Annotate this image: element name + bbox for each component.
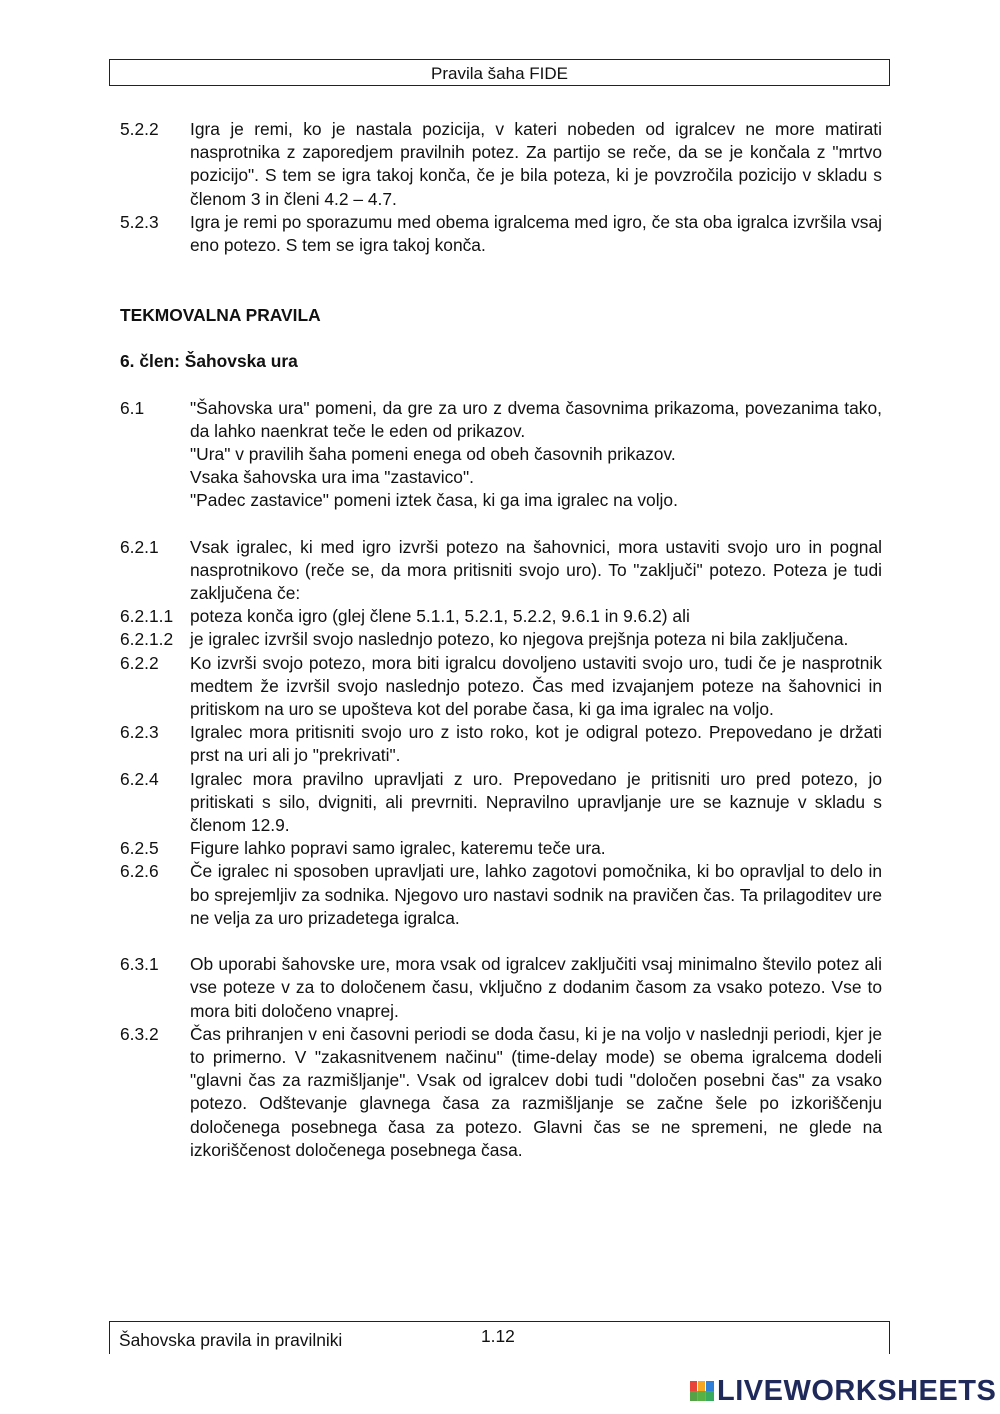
clause-6-2-6 [120,860,882,930]
clause-text: "Šahovska ura" pomeni, da gre za uro z dvema časovnima prikazoma, povezanima tako, da lahko naenkrat teče le eden od prikazov. [190,397,882,441]
clause-text: "Ura" v pravilih šaha pomeni enega od obeh časovnih prikazov. [190,444,676,465]
clause-5-2-3 [120,211,882,257]
section-6-3 [120,953,882,1162]
brand-text: LIVEWORKSHEETS [717,1374,997,1407]
article-6-heading: 6. člen: Šahovska ura [120,351,298,372]
clause-number: 6.2.5 [120,838,159,859]
page-header [109,59,890,86]
liveworksheets-brand[interactable] [689,1375,996,1407]
clause-6-2-1-1 [120,605,882,628]
clause-6-3-2 [120,1023,882,1162]
clause-6-2-1 [120,536,882,606]
clause-6-2-4 [120,768,882,838]
clause-number: 6.2.1 [120,536,159,557]
clause-text: Vsaka šahovska ura ima "zastavico". [190,467,474,488]
clause-number: 6.3.1 [120,954,159,975]
section-6-2 [120,536,882,930]
clause-text: Igra je remi po sporazumu med obema igralcema med igro, če sta oba igralca izvršila vsaj eno potezo. S tem se igra takoj konča. [190,211,882,256]
clause-6-3-1 [120,953,882,1023]
clause-6-2-1-2 [120,628,882,651]
clause-text: Igra je remi, ko je nastala pozicija, v kateri nobeden od igralcev ne more matirati nasprotnika z zaporedjem pravilnih potez. Za partijo se reče, da se je končala z "mrtvo pozicijo". S tem se igra takoj konča, če je bila poteza, ki je povzročila pozicijo v skladu s členom 3 in členi 4.2 – 4.7. [190,119,882,209]
clause-number: 6.2.2 [120,652,159,673]
page-footer [109,1321,890,1354]
clause-number: 6.2.6 [120,861,159,882]
clause-number: 6.2.1.2 [120,629,174,650]
clause-text: Čas prihranjen v eni časovni periodi se doda času, ki je na voljo v naslednji periodi, kjer je to primerno. V "zakasnitvenem načinu" (time-delay mode) se obema igralcema dodeli "glavni čas za razmišljanje". Vsak od igralcev dobi tudi "določen posebni čas" za vsako potezo. Odštevanje glavnega časa za razmišljanje se začne šele po izkoriščenju določenega posebnega časa za potezo. Glavni čas se ne spremeni, ne glede na izkoriščenost določenega posebnega časa. [190,1023,882,1160]
clause-text: Figure lahko popravi samo igralec, kateremu teče ura. [190,838,606,859]
document-body [120,118,882,1162]
clause-6-1 [120,397,882,513]
liveworksheets-logo-icon [689,1378,715,1404]
clause-6-2-2 [120,652,882,722]
clause-text: je igralec izvršil svojo naslednjo potezo, ko njegova prejšnja poteza ni bila zaključena. [190,629,849,650]
competition-rules-heading: TEKMOVALNA PRAVILA [120,305,321,326]
clause-5-2-2 [120,118,882,211]
clause-number: 6.2.3 [120,722,159,743]
footer-title: Šahovska pravila in pravilniki [119,1330,343,1350]
clause-number: 6.2.4 [120,768,159,789]
clause-6-2-3 [120,721,882,767]
clause-text: Vsak igralec, ki med igro izvrši potezo na šahovnici, mora ustaviti svojo uro in pognal nasprotnikovo (reče se, da mora pritisniti svojo uro). To "zaključi" potezo. Poteza je tudi zaključena če: [190,536,882,604]
clause-number: 5.2.2 [120,119,159,139]
clause-text: poteza konča igro (glej člene 5.1.1, 5.2.1, 5.2.2, 9.6.1 in 9.6.2) ali [190,606,690,627]
clause-text: Ko izvrši svojo potezo, mora biti igralcu dovoljeno ustaviti svojo uro, tudi če je nasprotnik medtem že izvršil svojo naslednjo potezo. Čas med izvajanjem poteze na šahovnici in pritiskom na uro se upošteva kot del porabe časa, ki ga ima igralec na voljo. [190,652,882,720]
clause-number: 6.3.2 [120,1023,159,1044]
clause-number: 5.2.3 [120,211,159,232]
clause-number: 6.2.1.1 [120,606,174,627]
section-5-2 [120,118,882,257]
page-number: 1.12 [481,1326,515,1346]
clause-text: Igralec mora pravilno upravljati z uro. Prepovedano je pritisniti uro pred potezo, jo pritiskati s silo, dvigniti, ali prevrniti. Nepravilno upravljanje ure se kaznuje v skladu s členom 12.9. [190,768,882,836]
clause-text: Ob uporabi šahovske ure, mora vsak od igralcev zaključiti vsaj minimalno število potez ali vse poteze v za to določenem času, vključno z dodanim časom za vsako potezo. Vse to mora biti določeno vnaprej. [190,954,882,1021]
clause-text: Če igralec ni sposoben upravljati ure, lahko zagotovi pomočnika, ki bo opravljal to delo in bo sprejemljiv za sodnika. Njegovo uro nastavi sodnik na pravičen čas. Ta prilagoditev ure ne velja za uro prizadetega igralca. [190,861,882,928]
clause-6-2-5 [120,837,882,860]
header-title: Pravila šaha FIDE [431,64,568,83]
clause-number: 6.1 [120,397,145,418]
clause-text: Igralec mora pritisniti svojo uro z isto roko, kot je odigral potezo. Prepovedano je držati prst na uri ali jo "prekrivati". [190,722,882,766]
clause-text: "Padec zastavice" pomeni iztek časa, ki ga ima igralec na voljo. [190,490,678,511]
